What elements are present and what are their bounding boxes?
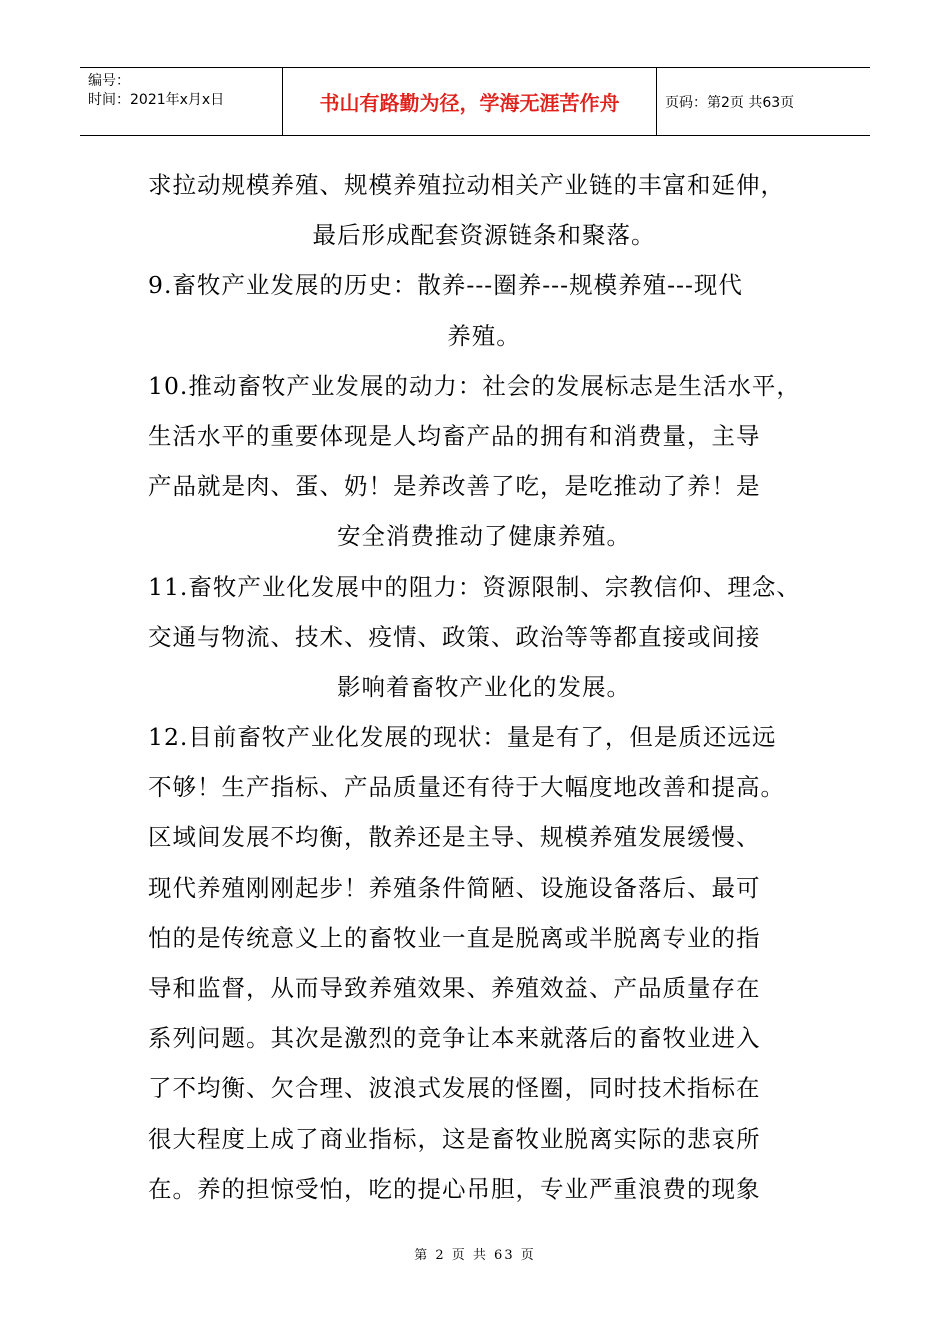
body-line: 生活水平的重要体现是人均畜产品的拥有和消费量，主导 <box>148 421 761 450</box>
body-line: 在。养的担惊受怕，吃的提心吊胆，专业严重浪费的现象 <box>148 1174 761 1203</box>
header-motto: 书山有路勤为径，学海无涯苦作舟 <box>283 68 657 135</box>
header-page-info: 页码：第2页 共63页 <box>665 94 795 111</box>
body-line: 系列问题。其次是激烈的竞争让本来就落后的畜牧业进入 <box>148 1024 761 1053</box>
body-line: 安全消费推动了健康养殖。 <box>337 522 631 551</box>
document-body <box>148 160 820 1214</box>
header-meta <box>80 68 283 135</box>
body-line: 养殖。 <box>447 321 521 350</box>
body-line: 产品就是肉、蛋、奶！是养改善了吃，是吃推动了养！是 <box>148 472 761 501</box>
body-line: 9.畜牧产业发展的历史：散养---圈养---规模养殖---现代 <box>148 271 743 300</box>
body-line: 交通与物流、技术、疫情、政策、政治等等都直接或间接 <box>148 622 761 651</box>
body-line: 最后形成配套资源链条和聚落。 <box>312 221 656 250</box>
body-line: 10.推动畜牧产业发展的动力：社会的发展标志是生活水平， <box>148 371 801 400</box>
body-line: 现代养殖刚刚起步！养殖条件简陋、设施设备落后、最可 <box>148 873 761 902</box>
body-line: 了不均衡、欠合理、波浪式发展的怪圈，同时技术指标在 <box>148 1074 761 1103</box>
body-line: 区域间发展不均衡，散养还是主导、规模养殖发展缓慢、 <box>148 823 761 852</box>
body-line: 不够！生产指标、产品质量还有待于大幅度地改善和提高。 <box>148 773 785 802</box>
body-line: 12.目前畜牧产业化发展的现状：量是有了，但是质还远远 <box>148 723 777 752</box>
body-line: 很大程度上成了商业指标，这是畜牧业脱离实际的悲哀所 <box>148 1124 761 1153</box>
body-line: 求拉动规模养殖、规模养殖拉动相关产业链的丰富和延伸， <box>148 171 785 199</box>
time-label: 时间：2021年x月x日 <box>88 92 225 108</box>
body-line: 影响着畜牧产业化的发展。 <box>337 672 631 701</box>
serial-label: 编号： <box>88 73 130 89</box>
body-line: 11.畜牧产业化发展中的阻力：资源限制、宗教信仰、理念、 <box>148 572 801 601</box>
page-footer: 第 2 页 共 63 页 <box>414 1248 536 1263</box>
document-header <box>80 67 870 136</box>
body-line: 怕的是传统意义上的畜牧业一直是脱离或半脱离专业的指 <box>148 923 761 952</box>
body-line: 导和监督，从而导致养殖效果、养殖效益、产品质量存在 <box>148 974 761 1002</box>
